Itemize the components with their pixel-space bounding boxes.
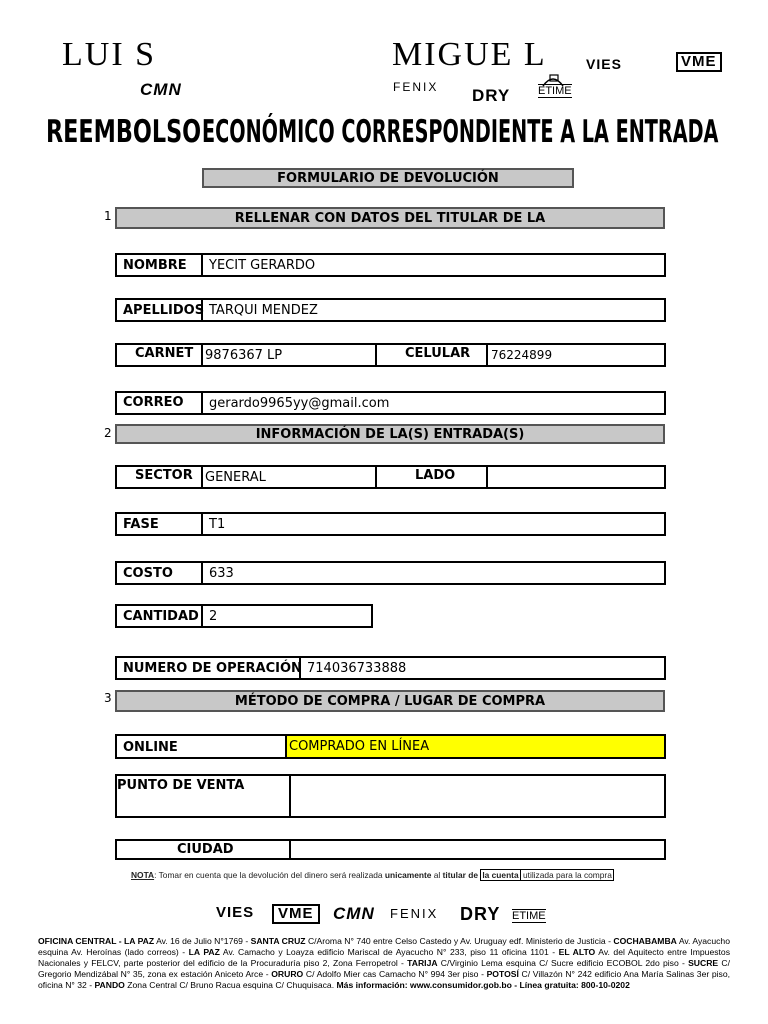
section-2-title: INFORMACIÓN DE LA(S) ENTRADA(S) [115, 424, 665, 444]
correo-row [115, 391, 666, 415]
note [131, 870, 614, 880]
carnet-value[interactable]: 9876367 LP [205, 348, 283, 363]
section-2-number: 2 [104, 426, 112, 440]
note-text-1: : Tomar en cuenta que la devolución del dinero será realizada [154, 870, 385, 880]
operacion-row [115, 656, 666, 680]
note-bold-2: titular de [442, 870, 478, 880]
note-label: NOTA [131, 870, 155, 880]
vme-logo: VME [676, 52, 722, 72]
carnet-label: CARNET [135, 346, 194, 361]
footer-addresses: OFICINA CENTRAL - LA PAZ Av. 16 de Julio N°1769 - SANTA CRUZ C/Aroma N° 740 entre Celso Castedo y Av. Uruguay edf. Ministerio de Justicia - COCHABAMBA Av. Ayacucho esquina Av. Heroínas (lado correos) - LA PAZ Av. Camacho y Loayza edificio Mariscal de Ayacucho N° 233, piso 11 oficina 1101 - EL ALTO Av. del Aquitecto entre Impuestos Nacionales y FELCV, parte posterior del edificio de la Procuraduría piso 2, Zona Ferropetrol - TARIJA C/Virginio Lema esquina C/ Sucre edificio ECOBOL 2do piso - SUCRE C/ Gregorio Mendizábal N° 35, zona ex estación Aniceto Arce - ORURO C/ Adolfo Mier cas Camacho N° 994 3er piso - POTOSÍ C/ Villazón N° 242 edificio Ana María Salinas 3er piso, oficina N° 32 - PANDO Zona Central C/ Bruno Racua esquina C/ Chuquisaca. Más información: www.consumidor.gob.bo - Línea gratuita: 800-10-0202 [38, 936, 731, 990]
nombre-label: NOMBRE [123, 258, 187, 273]
costo-value[interactable]: 633 [209, 566, 234, 581]
footer-vme-logo: VME [272, 904, 320, 924]
sector-label: SECTOR [135, 468, 193, 483]
note-bold-1: unicamente [384, 870, 432, 880]
online-value[interactable]: COMPRADO EN LÍNEA [289, 739, 430, 754]
celular-value[interactable]: 76224899 [491, 348, 553, 362]
header-name-1: LUI S [62, 36, 157, 73]
operacion-label: NUMERO DE OPERACIÓN [123, 661, 302, 676]
header-name-2: MIGUE L [392, 36, 547, 73]
cantidad-value[interactable]: 2 [209, 609, 218, 624]
ciudad-row [115, 839, 666, 860]
footer-vies-logo: VIES [216, 904, 255, 921]
etime-logo-mark [541, 72, 565, 88]
footer-etime-logo: ETIME [512, 910, 546, 922]
correo-value[interactable]: gerardo9965yy@gmail.com [209, 396, 390, 411]
footer-more-info: Más información: www.consumidor.gob.bo - Línea gratuita: 800-10-0202 [336, 980, 630, 990]
online-label: ONLINE [123, 740, 178, 755]
footer-cmn-logo: CMN [333, 904, 375, 923]
section-3-title: MÉTODO DE COMPRA / LUGAR DE COMPRA [115, 690, 665, 712]
punto-venta-label: PUNTO DE VENTA [117, 778, 245, 793]
sector-value[interactable]: GENERAL [205, 470, 266, 485]
punto-venta-row [115, 774, 666, 818]
note-text-3: utilizada para la compra [520, 870, 612, 880]
footer-fenix-logo: FENIX [390, 906, 439, 921]
footer-dry-logo: DRY [460, 904, 501, 924]
fase-label: FASE [123, 517, 159, 532]
nombre-value[interactable]: YECIT GERARDO [209, 258, 316, 273]
cmn-logo: CMN [140, 80, 182, 99]
fenix-logo: FENIX [393, 80, 439, 94]
operacion-value[interactable]: 714036733888 [307, 661, 407, 676]
fase-row [115, 512, 666, 536]
fase-value[interactable]: T1 [209, 517, 226, 532]
apellidos-label: APELLIDOS [123, 303, 205, 318]
title-left: REEMBOLSO [46, 114, 202, 150]
nombre-row [115, 253, 666, 277]
apellidos-row [115, 298, 666, 322]
costo-row [115, 561, 666, 585]
online-row [115, 734, 666, 759]
ciudad-label: CIUDAD [177, 842, 234, 857]
vies-logo: VIES [586, 56, 622, 72]
cantidad-label: CANTIDAD [123, 609, 199, 624]
costo-label: COSTO [123, 566, 173, 581]
section-1-title: RELLENAR CON DATOS DEL TITULAR DE LA [115, 207, 665, 229]
section-3-number: 3 [104, 691, 112, 705]
carnet-row [115, 343, 666, 367]
footer-logos [0, 904, 768, 928]
title-right: ECONÓMICO CORRESPONDIENTE A LA ENTRADA [202, 114, 719, 150]
correo-label: CORREO [123, 395, 184, 410]
apellidos-value[interactable]: TARQUI MENDEZ [209, 303, 318, 318]
cantidad-row [115, 604, 373, 628]
section-1-number: 1 [104, 209, 112, 223]
dry-logo: DRY [472, 86, 511, 105]
celular-label: CELULAR [405, 346, 471, 361]
lado-label: LADO [415, 468, 456, 483]
note-bold-3: la cuenta [482, 870, 519, 880]
note-text-2: al [431, 870, 443, 880]
sector-row [115, 465, 666, 489]
etime-logo: ETIME [538, 85, 572, 97]
form-title: FORMULARIO DE DEVOLUCIÓN [202, 168, 574, 188]
